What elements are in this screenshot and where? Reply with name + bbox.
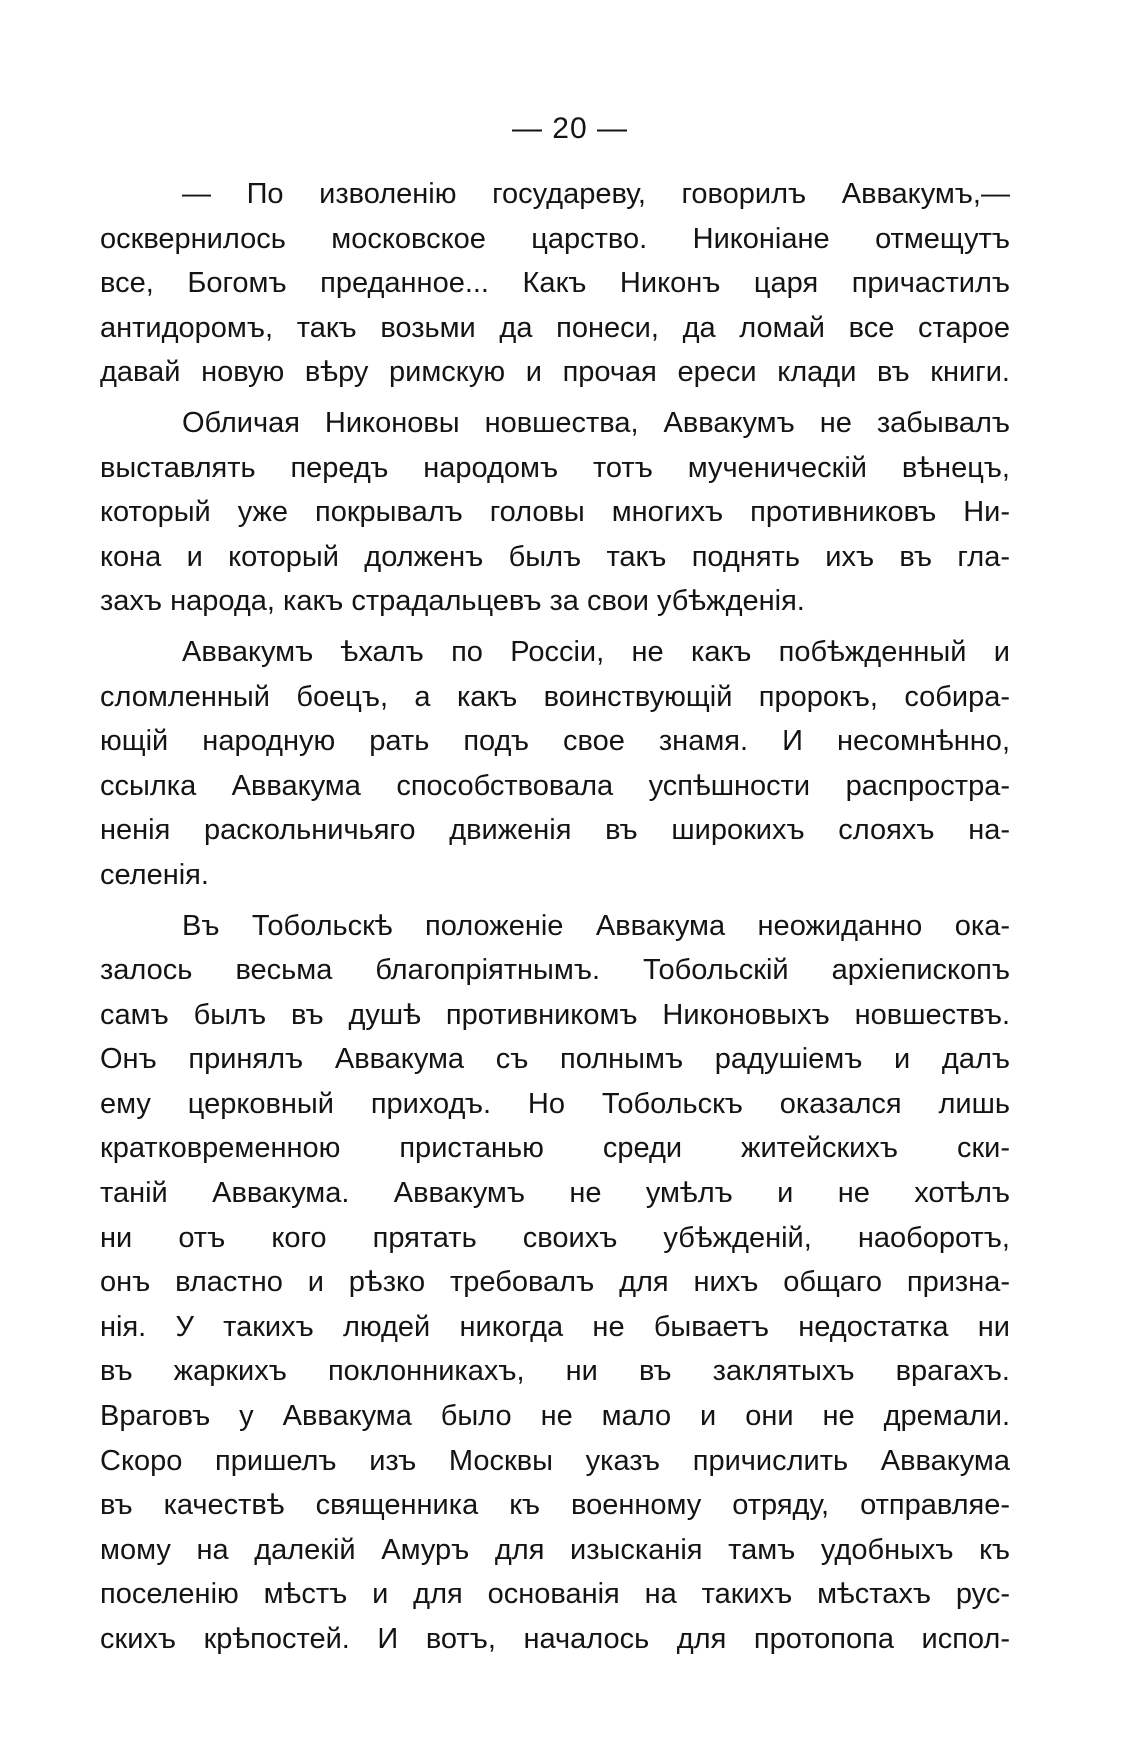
- text-line: Обличая Никоновы новшества, Аввакумъ не забывалъ: [182, 406, 1010, 439]
- text-line: кратковременною пристанью среди житейскихъ ски-: [100, 1132, 1010, 1165]
- text-line: который уже покрывалъ головы многихъ противниковъ Ни-: [100, 496, 1010, 529]
- text-line: антидоромъ, такъ возьми да понеси, да ломай все старое: [100, 311, 1010, 344]
- text-line: нія. У такихъ людей никогда не бываетъ недостатка ни: [100, 1310, 1010, 1343]
- text-line: самъ былъ въ душѣ противникомъ Никоновыхъ новшествъ.: [100, 998, 1010, 1031]
- text-line: Враговъ у Аввакума было не мало и они не дремали.: [100, 1400, 1010, 1433]
- text-line: все, Богомъ преданное... Какъ Никонъ царя причастилъ: [100, 267, 1010, 300]
- text-line: поселенію мѣстъ и для основанія на такихъ мѣстахъ рус-: [100, 1578, 1010, 1611]
- text-line: въ жаркихъ поклонникахъ, ни въ заклятыхъ врагахъ.: [100, 1355, 1010, 1388]
- paragraph-3: [100, 630, 1010, 898]
- text-line: Въ Тобольскѣ положеніе Аввакума неожиданно ока-: [182, 909, 1010, 942]
- body-text: [100, 172, 1010, 1662]
- text-line: таній Аввакума. Аввакумъ не умѣлъ и не хотѣлъ: [100, 1177, 1010, 1210]
- text-line: ненія раскольничьяго движенія въ широкихъ слояхъ на-: [100, 814, 1010, 847]
- text-line: въ качествѣ священника къ военному отряду, отправляе-: [100, 1489, 1010, 1522]
- text-line: Онъ принялъ Аввакума съ полнымъ радушіемъ и далъ: [100, 1043, 1010, 1076]
- paragraph-4: [100, 904, 1010, 1662]
- text-line: ни отъ кого прятать своихъ убѣжденій, наоборотъ,: [100, 1221, 1010, 1254]
- text-line: давай новую вѣру римскую и прочая ереси клади въ книги.: [100, 356, 1010, 389]
- text-line: сломленный боецъ, а какъ воинствующій пророкъ, собира-: [100, 680, 1010, 713]
- text-line: ему церковный приходъ. Но Тобольскъ оказался лишь: [100, 1087, 1010, 1120]
- paragraph-2: [100, 401, 1010, 624]
- text-line: мому на далекій Амуръ для изысканія тамъ удобныхъ къ: [100, 1533, 1010, 1566]
- text-line: Скоро пришелъ изъ Москвы указъ причислить Аввакума: [100, 1444, 1010, 1477]
- page-number: — 20 —: [511, 112, 629, 145]
- text-line: кона и который долженъ былъ такъ поднять ихъ въ гла-: [100, 540, 1010, 573]
- text-line: залось весьма благопріятнымъ. Тобольскій архіепископъ: [100, 954, 1010, 987]
- paragraph-1: [100, 172, 1010, 395]
- text-line: — По изволенію государеву, говорилъ Аввакумъ,—: [182, 178, 1010, 210]
- text-line: захъ народа, какъ страдальцевъ за свои убѣжденія.: [100, 585, 805, 618]
- text-line: осквернилось московское царство. Никоніане отмещутъ: [100, 222, 1010, 255]
- text-line: скихъ крѣпостей. И вотъ, началось для протопопа испол-: [100, 1623, 1010, 1655]
- text-line: ющій народную рать подъ свое знамя. И несомнѣнно,: [100, 725, 1010, 758]
- text-line: Аввакумъ ѣхалъ по Россіи, не какъ побѣжденный и: [182, 635, 1010, 668]
- text-line: селенія.: [100, 858, 209, 891]
- text-line: выставлять передъ народомъ тотъ мученическій вѣнецъ,: [100, 451, 1010, 484]
- text-line: ссылка Аввакума способствовала успѣшности распростра-: [100, 769, 1010, 802]
- text-line: онъ властно и рѣзко требовалъ для нихъ общаго призна-: [100, 1266, 1010, 1299]
